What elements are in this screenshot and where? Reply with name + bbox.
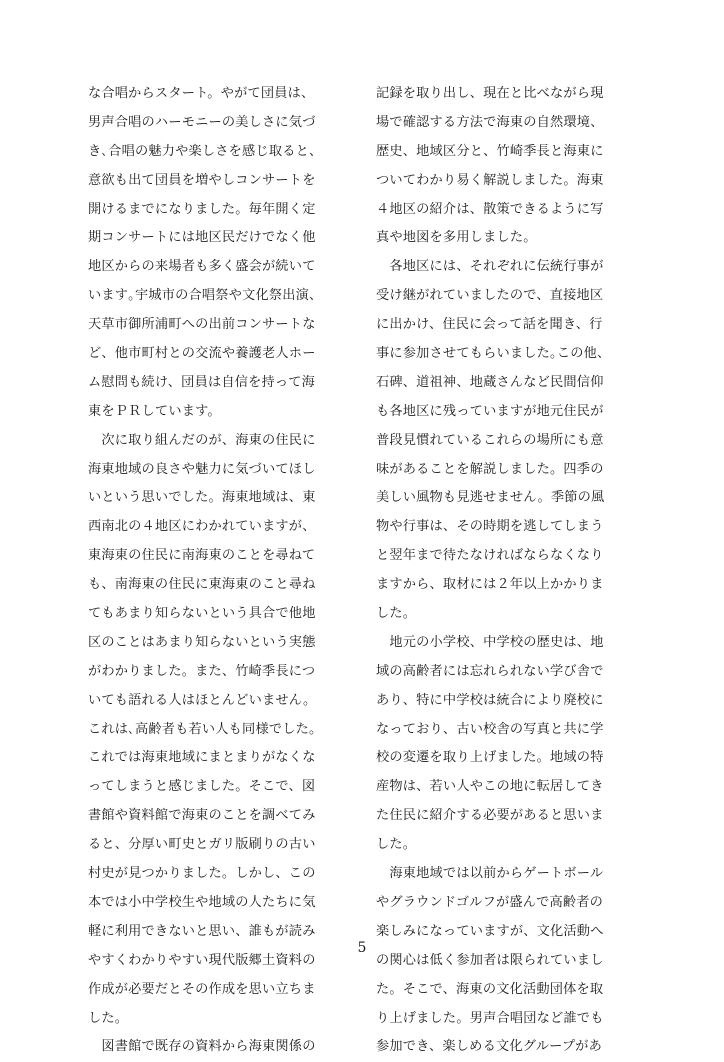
text-line: ますから、取材には２年以上かかりま: [376, 577, 604, 593]
text-line: 美しい風物も見逃せません。季節の風: [376, 490, 605, 506]
text-line: 図書館で既存の資料から海東関係の: [88, 1039, 316, 1055]
text-line: の関心は低く参加者は限られていまし: [376, 952, 604, 968]
right-text-column: [376, 80, 648, 1062]
text-line: ど、他市町村との交流や養護老人ホー: [88, 346, 316, 362]
text-line: 期コンサートには地区民だけでなく他: [88, 230, 316, 246]
text-line: 場で確認する方法で海東の自然環境、: [376, 114, 604, 130]
text-line: ４地区の紹介は、散策できるように写: [376, 201, 604, 217]
text-line: した。: [376, 837, 417, 853]
text-line: 東をＰＲしています。: [88, 403, 221, 419]
text-line: てもあまり知らないという具合で他地: [88, 606, 316, 622]
text-line: 各地区には、それぞれに伝統行事が: [376, 259, 604, 275]
text-line: 男声合唱のハーモニーの美しさに気づ: [88, 114, 316, 130]
text-line: がわかりました。また、竹崎季長につ: [88, 663, 316, 679]
text-line: 書館や資料館で海東のことを調べてみ: [88, 808, 316, 824]
text-line: 軽に利用できないと思い、誰もが読み: [88, 923, 316, 939]
text-line: これは､高齢者も若い人も同様でした。: [88, 721, 323, 737]
text-line: も、南海東の住民に東海東のこと尋ね: [88, 577, 316, 593]
text-line: 事に参加させてもらいました｡この他、: [376, 346, 611, 362]
text-line: た住民に紹介する必要があると思いま: [376, 808, 604, 824]
text-line: 参加でき、楽しめる文化グループがあ: [376, 1039, 603, 1055]
text-line: 域の高齢者には忘れられない学び舎で: [376, 663, 604, 679]
text-line: 味があることを解説しました。四季の: [376, 461, 604, 477]
text-line: ってしまうと感じました。そこで、図: [88, 779, 316, 795]
text-line: やすくわかりやすい現代版郷土資料の: [88, 952, 316, 968]
text-line: 意欲も出て団員を増やしコンサートを: [88, 172, 316, 188]
text-line: 石碑、道祖神、地蔵さんなど民間信仰: [376, 374, 604, 390]
text-line: 作成が必要だとその作成を思い立ちま: [88, 981, 316, 997]
text-line: 校の変遷を取り上げました。地域の特: [376, 750, 604, 766]
text-line: した。: [88, 1010, 129, 1026]
text-line: り上げました。男声合唱団など誰でも: [376, 1010, 604, 1026]
text-line: 地元の小学校、中学校の歴史は、地: [376, 634, 604, 650]
text-line: やグラウンドゴルフが盛んで高齢者の: [376, 894, 604, 910]
text-line: 産物は、若い人やこの地に転居してき: [376, 779, 604, 795]
text-line: 次に取り組んだのが、海東の住民に: [88, 432, 316, 448]
text-line: 歴史、地域区分と、竹崎季長と海東に: [376, 143, 604, 159]
text-line: に出かけ、住民に会って話を聞き、行: [376, 317, 603, 333]
text-line: 村史が見つかりました。しかし、この: [88, 866, 316, 882]
text-line: 天草市御所浦町への出前コンサートな: [88, 317, 316, 333]
text-line: ついてわかり易く解説しました。海東: [376, 172, 604, 188]
text-line: 楽しみになっていますが、文化活動へ: [376, 923, 604, 939]
text-line: あり、特に中学校は統合により廃校に: [376, 692, 604, 708]
text-line: 東海東の住民に南海東のことを尋ねて: [88, 548, 316, 564]
left-text-column: [88, 80, 360, 1062]
text-line: き､合唱の魅力や楽しさを感じ取ると、: [88, 143, 323, 159]
text-line: ると、分厚い町史とガリ版刷りの古い: [88, 837, 316, 853]
text-line: 真や地図を多用しました。: [376, 230, 537, 246]
text-line: 普段見慣れているこれらの場所にも意: [376, 432, 604, 448]
text-line: これでは海東地域にまとまりがなくな: [88, 750, 316, 766]
text-line: なっており、古い校舎の写真と共に学: [376, 721, 604, 737]
text-line: な合唱からスタート。やがて団員は、: [88, 86, 315, 101]
text-line: た。そこで、海東の文化活動団体を取: [376, 981, 604, 997]
text-line: 記録を取り出し、現在と比べながら現: [376, 86, 604, 101]
text-line: と翌年まで待たなければならなくなり: [376, 548, 604, 564]
text-line: 西南北の４地区にわかれていますが、: [88, 519, 316, 535]
text-line: 受け継がれていましたので、直接地区: [376, 288, 604, 304]
text-line: 海東地域では以前からゲートボール: [376, 866, 604, 882]
text-line: も各地区に残っていますが地元住民が: [376, 403, 604, 419]
text-line: 本では小中学校生や地域の人たちに気: [88, 894, 316, 910]
text-line: いても語れる人はほとんどいません。: [88, 692, 317, 708]
text-line: した。: [376, 606, 417, 622]
page-number: 5: [357, 940, 367, 956]
text-line: 海東地域の良さや魅力に気づいてほし: [88, 461, 316, 477]
text-line: います｡宇城市の合唱祭や文化祭出演、: [88, 288, 323, 304]
text-line: 開けるまでになりました。毎年開く定: [88, 201, 316, 217]
text-line: ム慰問も続け、団員は自信を持って海: [88, 374, 316, 390]
text-line: 区のことはあまり知らないという実態: [88, 634, 316, 650]
text-line: 物や行事は、その時期を逃してしまう: [376, 519, 604, 535]
text-line: 地区からの来場者も多く盛会が続いて: [88, 259, 316, 275]
text-line: いという思いでした。海東地域は、東: [88, 490, 316, 506]
